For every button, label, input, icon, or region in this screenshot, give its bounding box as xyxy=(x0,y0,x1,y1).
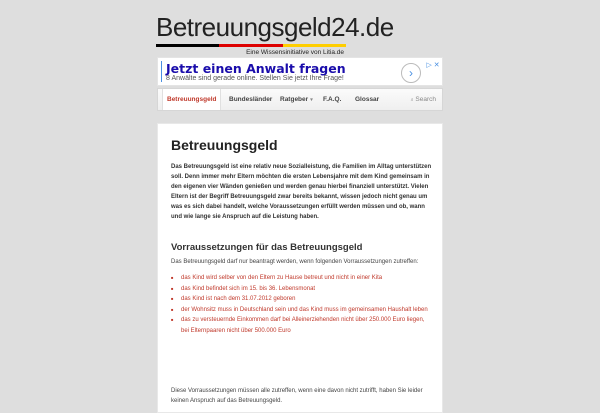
requirements-list xyxy=(171,273,433,336)
ad-title[interactable]: Jetzt einen Anwalt fragen xyxy=(166,61,346,76)
flag-stripe-red xyxy=(219,44,282,47)
section-heading: Vorraussetzungen für das Betreuungsgeld xyxy=(171,242,363,253)
logo-text: Betreuungsgeld24.de xyxy=(156,12,394,42)
flag-stripe-black xyxy=(156,44,219,47)
chevron-down-icon: ▾ xyxy=(310,97,313,103)
list-item[interactable]: ■ das Kind ist nach dem 31.07.2012 geboren xyxy=(171,294,433,305)
nav-item-ratgeber-label: Ratgeber xyxy=(280,96,309,103)
logo-tagline: Eine Wissensinitiative von Litia.de xyxy=(246,49,344,56)
main-content xyxy=(157,123,443,413)
nav-item-faq[interactable]: F.A.Q. xyxy=(323,96,342,103)
intro-paragraph: Das Betreuungsgeld ist eine relativ neue Sozialleistung, die Familien im Alltag unterstützen soll. Denn immer mehr Eltern möchten die ersten Lebensjahre mit dem Kind gemeinsam in den eigenen vier Wänden genießen und werden genau hierbei finanziell unterstützt. Vielen Eltern ist der Begriff Betreuungsgeld zwar bereits bekannt, wissen jedoch nicht genau um was es sich dabei handelt, welche Voraussetzungen erfüllt werden müssen und ob, wann und wie lange sie Anspruch auf die Leistung haben. xyxy=(171,164,432,220)
requirements-lead: Das Betreuungsgeld darf nur beantragt werden, wenn folgenden Vorraussetzungen zutreffen: xyxy=(171,259,419,265)
nav-item-glossar[interactable]: Glossar xyxy=(355,96,380,103)
search-button[interactable] xyxy=(411,89,436,110)
outro-paragraph: Diese Vorraussetzungen müssen alle zutreffen, wenn eine davon nicht zutrifft, haben Sie leider keinen Anspruch auf das Betreuungsgeld. xyxy=(171,388,423,404)
site-logo[interactable] xyxy=(156,12,394,56)
page-title: Betreuungsgeld xyxy=(171,137,278,153)
chevron-right-icon[interactable]: › xyxy=(401,63,421,83)
search-label: Search xyxy=(415,96,436,103)
nav-item-betreuungsgeld[interactable]: Betreuungsgeld xyxy=(162,89,221,110)
ad-banner[interactable] xyxy=(157,57,443,86)
ad-info-icon[interactable]: ▷ ✕ xyxy=(426,62,440,69)
list-item[interactable]: ■ der Wohnsitz muss in Deutschland sein und das Kind muss im gemeinsamen Haushalt leben xyxy=(171,305,433,316)
logo-flag-stripe xyxy=(156,44,346,47)
list-item[interactable]: ■ das zu versteuernde Einkommen darf bei Alleinerziehenden nicht über 250.000 Euro liegen, bei Elternpaaren nicht über 500.000 Euro xyxy=(171,315,433,336)
nav-item-bundeslaender[interactable]: Bundesländer xyxy=(229,96,273,103)
ad-accent-bar xyxy=(161,61,162,82)
search-icon: ⌕ xyxy=(410,97,414,103)
list-item[interactable]: ■ das Kind wird selber von den Eltern zu Hause betreut und nicht in einer Kita xyxy=(171,273,433,284)
flag-stripe-gold xyxy=(283,44,346,47)
main-nav xyxy=(157,88,443,111)
nav-item-ratgeber[interactable] xyxy=(276,89,317,110)
list-item[interactable]: ■ das Kind befindet sich im 15. bis 36. Lebensmonat xyxy=(171,284,433,295)
ad-text: 8 Anwälte sind gerade online. Stellen Sie jetzt Ihre Frage! xyxy=(166,75,344,82)
